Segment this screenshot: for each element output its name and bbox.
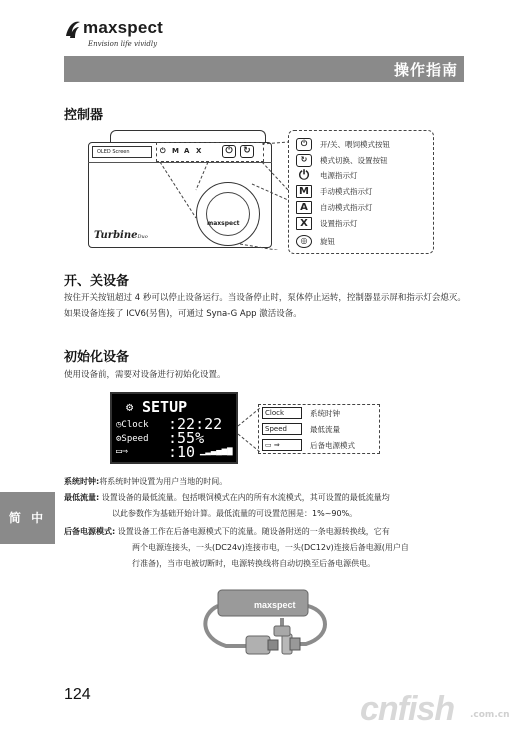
definition-backup-cont-1: 两个电源连接头，一头(DC24v)连接市电，一头(DC12v)连接后备电源(用户自 <box>132 543 409 552</box>
setup-legend-backup <box>262 438 355 452</box>
legend-row-knob <box>296 234 335 248</box>
definition-speed-cont: 以此参数作为基础开始计算。最低流量的可设置范围是：1%~90%。 <box>112 509 358 518</box>
manual-indicator-mini-icon: M <box>172 147 179 155</box>
legend-text: 模式切换、设置按钮 <box>320 155 388 165</box>
definition-term: 后备电源模式: <box>64 527 116 536</box>
language-tab: 简 中 <box>0 492 55 544</box>
power-heading: 开、关设备 <box>64 274 130 289</box>
legend-text: 手动模式指示灯 <box>320 186 373 196</box>
section-header-bar <box>64 56 464 82</box>
legend-text: 系统时钟 <box>310 408 340 418</box>
setup-heading: 初始化设备 <box>64 350 130 365</box>
watermark: cnfish <box>360 690 455 728</box>
legend-row-power-indicator <box>296 168 358 182</box>
definition-term: 系统时钟: <box>64 477 100 486</box>
cable-brand-label: maxspect <box>254 600 296 610</box>
clock-row-value: :22:22 <box>168 415 223 433</box>
power-button[interactable]: ⏻ <box>222 145 236 158</box>
page-title: 操作指南 <box>393 61 458 79</box>
battery-icon: ▭ ⇒ <box>262 439 302 451</box>
knob-brand-label: maxspect <box>207 220 240 227</box>
speed-row-label: ⚙Speed <box>116 434 149 444</box>
definition-clock <box>64 474 474 489</box>
setup-legend-clock <box>262 406 340 420</box>
battery-icon: ▭⇒ <box>116 446 129 457</box>
definition-backup <box>64 524 474 539</box>
page-number: 124 <box>64 686 91 703</box>
controller-heading: 控制器 <box>64 108 104 123</box>
mode-switch-button-icon: ↻ <box>296 154 312 167</box>
backup-row-value: :10 <box>168 443 196 461</box>
legend-text: 旋钮 <box>320 236 335 246</box>
legend-row-setup-indicator <box>296 216 358 230</box>
oled-screen: OLED Screen <box>92 146 152 158</box>
turbine-label: Turbine <box>94 230 138 241</box>
mode-button[interactable]: ↻ <box>240 145 254 158</box>
clock-row-label: ◷Clock <box>116 420 149 430</box>
legend-row-manual-indicator <box>296 184 373 198</box>
legend-row-power-button <box>296 137 390 151</box>
legend-text: 电源指示灯 <box>320 170 358 180</box>
clock-icon: Clock <box>262 407 302 419</box>
brand-logo <box>64 12 184 52</box>
definition-text: 设置设备工作在后备电源模式下的流量。随设备附送的一条电源转换线，它有 <box>117 527 390 536</box>
power-cable-illustration <box>196 578 346 662</box>
definition-speed <box>64 490 474 505</box>
legend-row-auto-indicator <box>296 200 373 214</box>
auto-mode-indicator-icon: A <box>296 201 312 214</box>
speed-icon: Speed <box>262 423 302 435</box>
turbine-logo <box>94 230 148 241</box>
brand-name: maxspect <box>83 18 164 37</box>
watermark-domain: .com.cn <box>470 710 510 720</box>
legend-row-mode-button <box>296 153 388 167</box>
screen-title: SETUP <box>142 398 188 416</box>
definition-text: 将系统时钟设置为用户当地的时间。 <box>99 477 228 486</box>
setup-indicator-mini-icon: X <box>196 147 202 155</box>
definition-backup-cont-2: 行准备)，当市电被切断时，电源转换线将自动切换至后备电源供电。 <box>132 559 376 568</box>
auto-indicator-mini-icon: A <box>184 147 190 155</box>
knob-icon: ◎ <box>296 235 312 248</box>
legend-text: 设置指示灯 <box>320 218 358 228</box>
callout-lines <box>150 140 300 250</box>
brand-wave-icon <box>64 18 82 40</box>
power-paragraph: 按住开关按钮超过 4 秒可以停止设备运行。当设备停止时，泵体停止运转，控制器显示屏和指示灯会熄灭。如果设备连接了 ICV6(另售)，可通过 Syna-G App 激活设备。 <box>64 293 466 319</box>
legend-text: 后备电源模式 <box>310 440 355 450</box>
setup-indicator-icon: X <box>296 217 312 230</box>
power-indicator-mini-icon: ⏻ <box>160 147 166 155</box>
setup-legend-speed <box>262 422 340 436</box>
setup-intro: 使用设备前，需要对设备进行初始化设置。 <box>64 370 226 380</box>
legend-text: 自动模式指示灯 <box>320 202 373 212</box>
legend-text: 最低流量 <box>310 424 340 434</box>
level-bars-icon: ▁▂▃▄▅▆ <box>200 446 233 456</box>
turbine-sub-label: Duo <box>137 234 148 240</box>
brand-tagline: Envision life vividly <box>88 40 158 48</box>
legend-text: 开/关、喂饲模式按钮 <box>320 139 391 149</box>
power-indicator-icon: ⏻ <box>298 167 310 183</box>
setup-screen <box>110 392 238 464</box>
definition-term: 最低流量: <box>64 493 100 502</box>
manual-mode-indicator-icon: M <box>296 185 312 198</box>
power-button-icon: ⏻ <box>296 138 312 151</box>
gear-icon: ⚙ <box>126 400 134 414</box>
speed-row-value: :55% <box>168 429 205 447</box>
definition-text: 设置设备的最低流量。包括喂饲模式在内的所有水流模式，其可设置的最低流量均 <box>101 493 390 502</box>
